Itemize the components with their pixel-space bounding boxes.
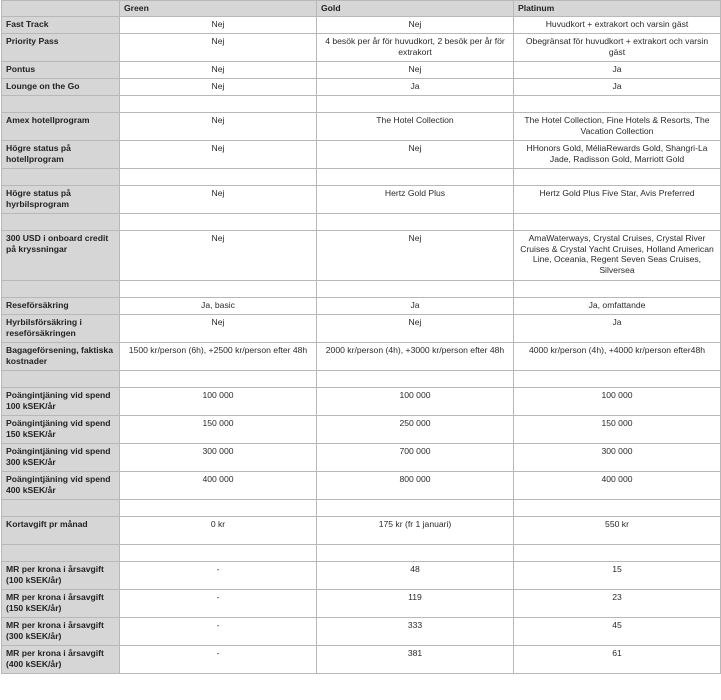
header-gold: Gold	[317, 1, 514, 17]
cell-green: Nej	[120, 231, 317, 281]
cell-platinum: Ja, omfattande	[514, 298, 721, 315]
cell-platinum	[514, 169, 721, 186]
cell-green	[120, 214, 317, 231]
row-label	[2, 500, 120, 517]
row-label: Reseförsäkring	[2, 298, 120, 315]
cell-gold	[317, 96, 514, 113]
row-label: Poängintjäning vid spend 300 kSEK/år	[2, 444, 120, 472]
cell-gold: Nej	[317, 231, 514, 281]
cell-green	[120, 96, 317, 113]
cell-gold	[317, 500, 514, 517]
spacer-row	[2, 500, 721, 517]
row-label: Bagageförsening, faktiska kostnader	[2, 343, 120, 371]
cell-gold: Ja	[317, 79, 514, 96]
table-row	[2, 113, 721, 141]
row-label: MR per krona i årsavgift (300 kSEK/år)	[2, 618, 120, 646]
cell-green: 400 000	[120, 472, 317, 500]
row-label: Högre status på hyrbilsprogram	[2, 186, 120, 214]
cell-green	[120, 281, 317, 298]
table-body	[2, 17, 721, 674]
cell-platinum	[514, 96, 721, 113]
cell-green	[120, 545, 317, 562]
header-row	[2, 1, 721, 17]
spacer-row	[2, 169, 721, 186]
cell-gold: 175 kr (fr 1 januari)	[317, 517, 514, 545]
cell-green: Nej	[120, 17, 317, 34]
table-row	[2, 562, 721, 590]
row-label: Kortavgift pr månad	[2, 517, 120, 545]
table-row	[2, 590, 721, 618]
cell-gold: Nej	[317, 17, 514, 34]
cell-green: Nej	[120, 79, 317, 96]
cell-platinum: 45	[514, 618, 721, 646]
cell-gold: 800 000	[317, 472, 514, 500]
cell-green: -	[120, 562, 317, 590]
cell-gold: Nej	[317, 315, 514, 343]
cell-green: 150 000	[120, 416, 317, 444]
row-label: Högre status på hotellprogram	[2, 141, 120, 169]
cell-gold	[317, 281, 514, 298]
cell-gold: 48	[317, 562, 514, 590]
cell-gold: 2000 kr/person (4h), +3000 kr/person efter 48h	[317, 343, 514, 371]
cell-green	[120, 169, 317, 186]
table-row	[2, 79, 721, 96]
row-label: MR per krona i årsavgift (150 kSEK/år)	[2, 590, 120, 618]
cell-green: Ja, basic	[120, 298, 317, 315]
spacer-row	[2, 214, 721, 231]
cell-platinum: Huvudkort + extrakort och varsin gäst	[514, 17, 721, 34]
cell-platinum: 150 000	[514, 416, 721, 444]
header-platinum: Platinum	[514, 1, 721, 17]
table-row	[2, 17, 721, 34]
header-corner	[2, 1, 120, 17]
spacer-row	[2, 96, 721, 113]
cell-platinum: Obegränsat för huvudkort + extrakort och varsin gäst	[514, 34, 721, 62]
cell-platinum: 15	[514, 562, 721, 590]
cell-green: Nej	[120, 62, 317, 79]
row-label: Amex hotellprogram	[2, 113, 120, 141]
row-label: Pontus	[2, 62, 120, 79]
cell-green: 100 000	[120, 388, 317, 416]
table-row	[2, 388, 721, 416]
table-row	[2, 298, 721, 315]
cell-platinum: 4000 kr/person (4h), +4000 kr/person efter48h	[514, 343, 721, 371]
cell-platinum: HHonors Gold, MéliaRewards Gold, Shangri-La Jade, Radisson Gold, Marriott Gold	[514, 141, 721, 169]
row-label: Fast Track	[2, 17, 120, 34]
row-label	[2, 281, 120, 298]
cell-green: 0 kr	[120, 517, 317, 545]
cell-platinum: 61	[514, 646, 721, 674]
cell-platinum: 400 000	[514, 472, 721, 500]
cell-platinum: Ja	[514, 315, 721, 343]
cell-gold: 700 000	[317, 444, 514, 472]
cell-gold: Nej	[317, 141, 514, 169]
row-label: Poängintjäning vid spend 150 kSEK/år	[2, 416, 120, 444]
cell-gold: 250 000	[317, 416, 514, 444]
cell-green: Nej	[120, 34, 317, 62]
cell-platinum: AmaWaterways, Crystal Cruises, Crystal River Cruises & Crystal Yacht Cruises, Holland American Line, Oceania, Regent Seven Seas Cruises, Silversea	[514, 231, 721, 281]
header-green: Green	[120, 1, 317, 17]
comparison-table	[1, 0, 721, 674]
spacer-row	[2, 545, 721, 562]
cell-green: Nej	[120, 141, 317, 169]
cell-gold: Ja	[317, 298, 514, 315]
row-label: MR per krona i årsavgift (400 kSEK/år)	[2, 646, 120, 674]
cell-platinum: Ja	[514, 62, 721, 79]
table-row	[2, 343, 721, 371]
table-row	[2, 444, 721, 472]
cell-platinum	[514, 214, 721, 231]
cell-gold: 119	[317, 590, 514, 618]
cell-gold: 381	[317, 646, 514, 674]
table-row	[2, 231, 721, 281]
table-row	[2, 34, 721, 62]
cell-green: 1500 kr/person (6h), +2500 kr/person efter 48h	[120, 343, 317, 371]
cell-gold	[317, 371, 514, 388]
cell-gold: The Hotel Collection	[317, 113, 514, 141]
row-label: Lounge on the Go	[2, 79, 120, 96]
cell-platinum: 23	[514, 590, 721, 618]
spacer-row	[2, 281, 721, 298]
row-label: Poängintjäning vid spend 100 kSEK/år	[2, 388, 120, 416]
cell-gold: 333	[317, 618, 514, 646]
cell-green: Nej	[120, 113, 317, 141]
cell-platinum	[514, 281, 721, 298]
row-label	[2, 96, 120, 113]
cell-gold: Nej	[317, 62, 514, 79]
cell-platinum: Ja	[514, 79, 721, 96]
cell-green: -	[120, 646, 317, 674]
table-row	[2, 315, 721, 343]
cell-platinum: Hertz Gold Plus Five Star, Avis Preferred	[514, 186, 721, 214]
cell-platinum: 550 kr	[514, 517, 721, 545]
table-row	[2, 141, 721, 169]
cell-green: -	[120, 618, 317, 646]
cell-platinum	[514, 371, 721, 388]
cell-green	[120, 371, 317, 388]
cell-gold: Hertz Gold Plus	[317, 186, 514, 214]
cell-platinum	[514, 545, 721, 562]
cell-green: 300 000	[120, 444, 317, 472]
cell-green	[120, 500, 317, 517]
table-row	[2, 62, 721, 79]
row-label: Hyrbilsförsäkring i reseförsäkringen	[2, 315, 120, 343]
row-label: Priority Pass	[2, 34, 120, 62]
table-row	[2, 472, 721, 500]
row-label: MR per krona i årsavgift (100 kSEK/år)	[2, 562, 120, 590]
table-row	[2, 646, 721, 674]
cell-platinum: The Hotel Collection, Fine Hotels & Resorts, The Vacation Collection	[514, 113, 721, 141]
cell-gold	[317, 545, 514, 562]
row-label	[2, 169, 120, 186]
cell-gold: 4 besök per år för huvudkort, 2 besök per år för extrakort	[317, 34, 514, 62]
cell-green: -	[120, 590, 317, 618]
row-label: Poängintjäning vid spend 400 kSEK/år	[2, 472, 120, 500]
row-label	[2, 545, 120, 562]
cell-green: Nej	[120, 315, 317, 343]
cell-gold	[317, 169, 514, 186]
cell-green: Nej	[120, 186, 317, 214]
cell-platinum: 100 000	[514, 388, 721, 416]
row-label: 300 USD i onboard credit på kryssningar	[2, 231, 120, 281]
row-label	[2, 371, 120, 388]
cell-platinum: 300 000	[514, 444, 721, 472]
cell-gold: 100 000	[317, 388, 514, 416]
cell-gold	[317, 214, 514, 231]
row-label	[2, 214, 120, 231]
table-row	[2, 416, 721, 444]
table-row	[2, 618, 721, 646]
spacer-row	[2, 371, 721, 388]
cell-platinum	[514, 500, 721, 517]
table-row	[2, 517, 721, 545]
table-row	[2, 186, 721, 214]
